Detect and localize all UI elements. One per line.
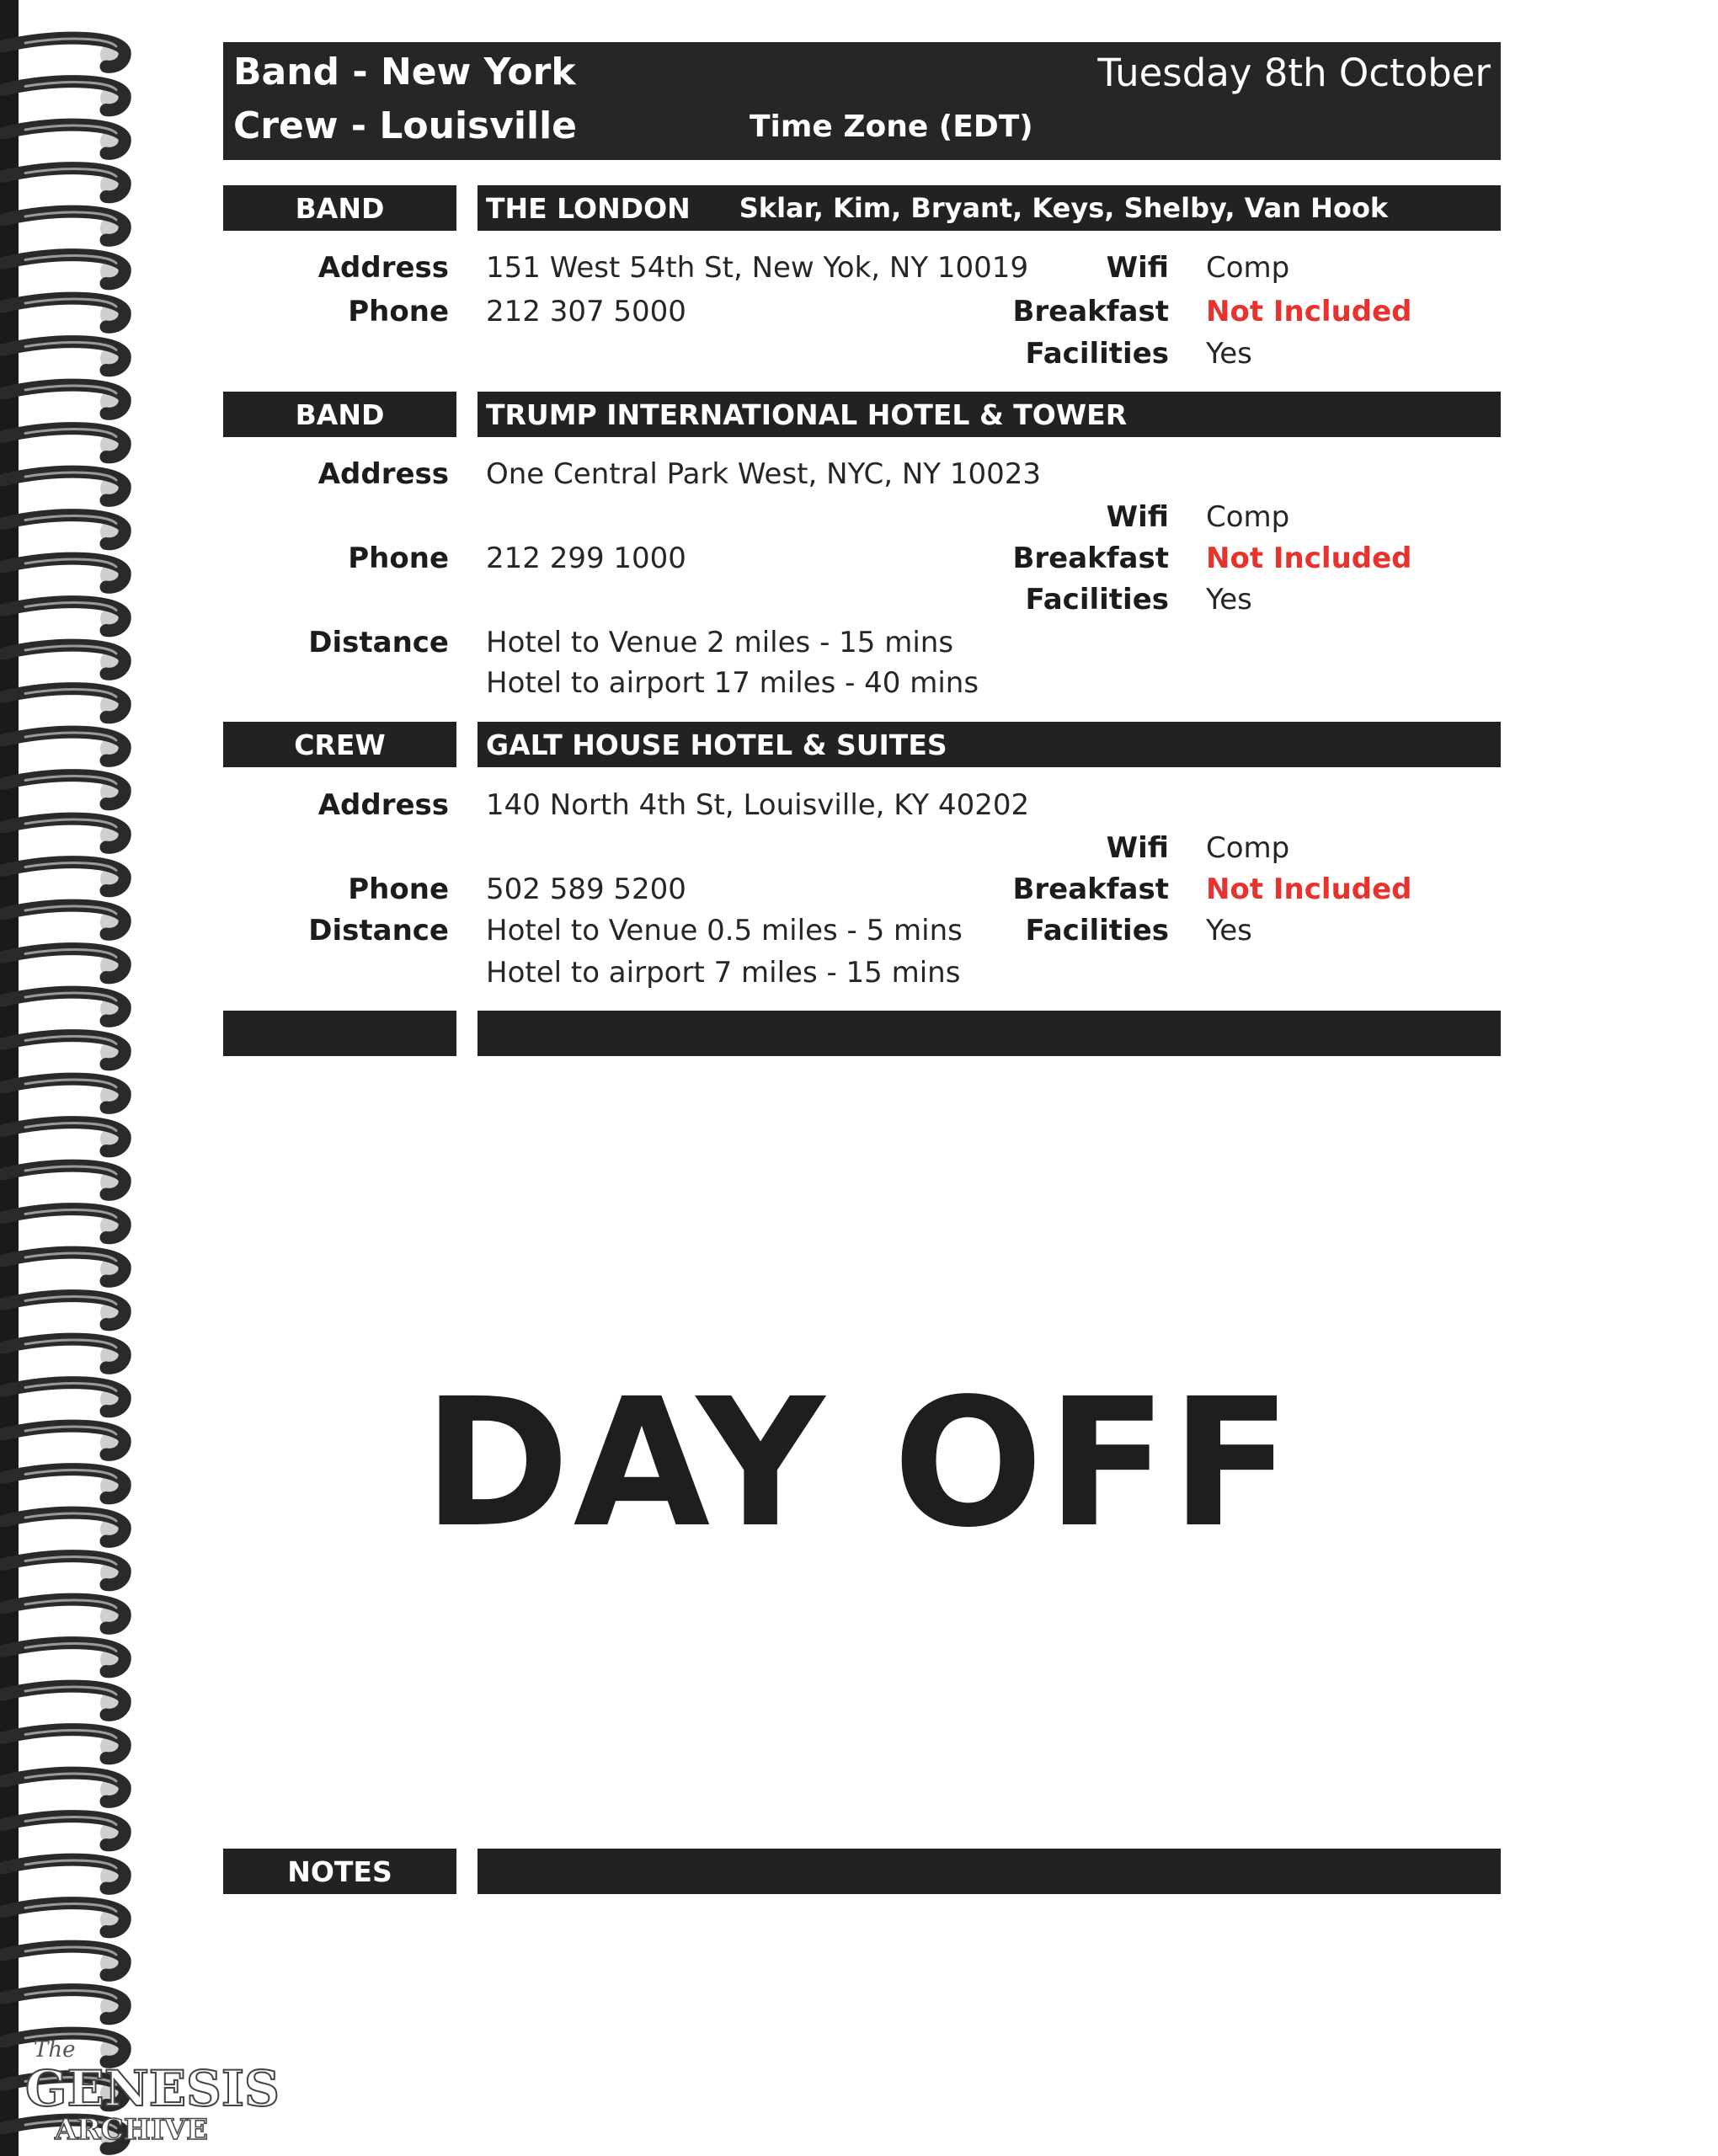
spiral-ring (3, 1599, 125, 1628)
phone-value: 212 307 5000 (486, 295, 686, 328)
spiral-ring (3, 689, 125, 718)
spiral-ring (3, 168, 125, 197)
venue-name: THE LONDON (486, 191, 691, 225)
spiral-ring (3, 125, 125, 153)
spiral-ring (3, 862, 125, 891)
address-label: Address (317, 788, 449, 822)
facilities-label: Facilities (1025, 914, 1169, 947)
address-label: Address (317, 251, 449, 285)
spiral-ring (3, 1990, 125, 2019)
breakfast-value: Not Included (1206, 542, 1412, 575)
wifi-value: Comp (1206, 831, 1290, 865)
spiral-ring (3, 732, 125, 760)
breakfast-value: Not Included (1206, 295, 1412, 328)
section-title-band-1 (478, 185, 1501, 231)
section-title-crew (478, 722, 1501, 767)
spiral-ring (3, 1166, 125, 1194)
page-header (223, 42, 1501, 160)
header-timezone: Time Zone (EDT) (750, 109, 1033, 144)
section-label-crew: CREW (223, 722, 456, 767)
hotel-name: TRUMP INTERNATIONAL HOTEL & TOWER (486, 398, 1128, 431)
spiral-ring (3, 1123, 125, 1151)
wifi-value: Comp (1206, 500, 1290, 534)
spiral-ring (3, 298, 125, 327)
header-date: Tuesday 8th October (1097, 51, 1491, 95)
spiral-ring (3, 558, 125, 587)
address-label: Address (317, 457, 449, 491)
wifi-value: Comp (1206, 251, 1290, 285)
facilities-label: Facilities (1025, 337, 1169, 371)
header-band-location: Band - New York (233, 51, 576, 93)
spiral-ring (3, 949, 125, 978)
spiral-ring (3, 1296, 125, 1325)
breakfast-label: Breakfast (1012, 295, 1169, 328)
day-off-text: DAY OFF (423, 1360, 1295, 1566)
spiral-ring (3, 342, 125, 371)
phone-label: Phone (348, 542, 449, 575)
spiral-binding (0, 0, 143, 2156)
spiral-ring (3, 255, 125, 284)
address-value: 151 West 54th St, New Yok, NY 10019 (486, 251, 1029, 285)
spiral-ring (3, 1079, 125, 1107)
spiral-ring (3, 1686, 125, 1715)
distance-label: Distance (308, 914, 449, 947)
spiral-ring (3, 1252, 125, 1281)
spiral-ring (3, 1730, 125, 1758)
distance-airport: Hotel to airport 7 miles - 15 mins (486, 956, 961, 990)
spiral-ring (3, 645, 125, 674)
section-label-band-1: BAND (223, 185, 456, 231)
distance-venue: Hotel to Venue 0.5 miles - 5 mins (486, 914, 963, 947)
spiral-ring (3, 1946, 125, 1975)
notes-label: NOTES (223, 1849, 456, 1894)
notes-bar (478, 1849, 1501, 1894)
empty-title-bar (478, 1011, 1501, 1056)
phone-value: 502 589 5200 (486, 873, 686, 906)
svg-text:GENESIS: GENESIS (25, 2060, 280, 2117)
spiral-ring (3, 1036, 125, 1065)
facilities-value: Yes (1206, 914, 1252, 947)
spiral-ring (3, 1903, 125, 1932)
svg-text:ARCHIVE: ARCHIVE (55, 2113, 209, 2147)
phone-label: Phone (348, 295, 449, 328)
wifi-label: Wifi (1106, 500, 1169, 534)
spiral-ring (3, 472, 125, 500)
spiral-ring (3, 1643, 125, 1672)
address-value: One Central Park West, NYC, NY 10023 (486, 457, 1041, 491)
breakfast-label: Breakfast (1012, 873, 1169, 906)
spiral-ring (3, 819, 125, 847)
svg-text:The: The (34, 2037, 76, 2063)
spiral-ring (3, 429, 125, 457)
spiral-ring (3, 1209, 125, 1238)
spiral-ring (3, 38, 125, 67)
phone-value: 212 299 1000 (486, 542, 686, 575)
breakfast-label: Breakfast (1012, 542, 1169, 575)
spiral-ring (3, 515, 125, 544)
spiral-ring (3, 1773, 125, 1801)
genesis-archive-logo (17, 2021, 280, 2148)
section-title-band-2 (478, 392, 1501, 437)
spiral-ring (3, 385, 125, 414)
section-label-band-2: BAND (223, 392, 456, 437)
facilities-value: Yes (1206, 583, 1252, 616)
facilities-label: Facilities (1025, 583, 1169, 616)
spiral-ring (3, 905, 125, 934)
band-members: Sklar, Kim, Bryant, Keys, Shelby, Van Hook (739, 192, 1389, 224)
spiral-ring (3, 602, 125, 631)
phone-label: Phone (348, 873, 449, 906)
spiral-ring (3, 82, 125, 110)
wifi-label: Wifi (1106, 251, 1169, 285)
spiral-ring (3, 992, 125, 1021)
distance-label: Distance (308, 626, 449, 659)
breakfast-value: Not Included (1206, 873, 1412, 906)
distance-venue: Hotel to Venue 2 miles - 15 mins (486, 626, 954, 659)
address-value: 140 North 4th St, Louisville, KY 40202 (486, 788, 1030, 822)
header-crew-location: Crew - Louisville (233, 104, 578, 147)
spiral-ring (3, 776, 125, 804)
hotel-name: GALT HOUSE HOTEL & SUITES (486, 728, 947, 761)
spiral-ring (3, 1860, 125, 1888)
spiral-ring (3, 211, 125, 240)
spiral-ring (3, 1817, 125, 1845)
facilities-value: Yes (1206, 337, 1252, 371)
distance-airport: Hotel to airport 17 miles - 40 mins (486, 666, 979, 700)
wifi-label: Wifi (1106, 831, 1169, 865)
empty-label-bar (223, 1011, 456, 1056)
